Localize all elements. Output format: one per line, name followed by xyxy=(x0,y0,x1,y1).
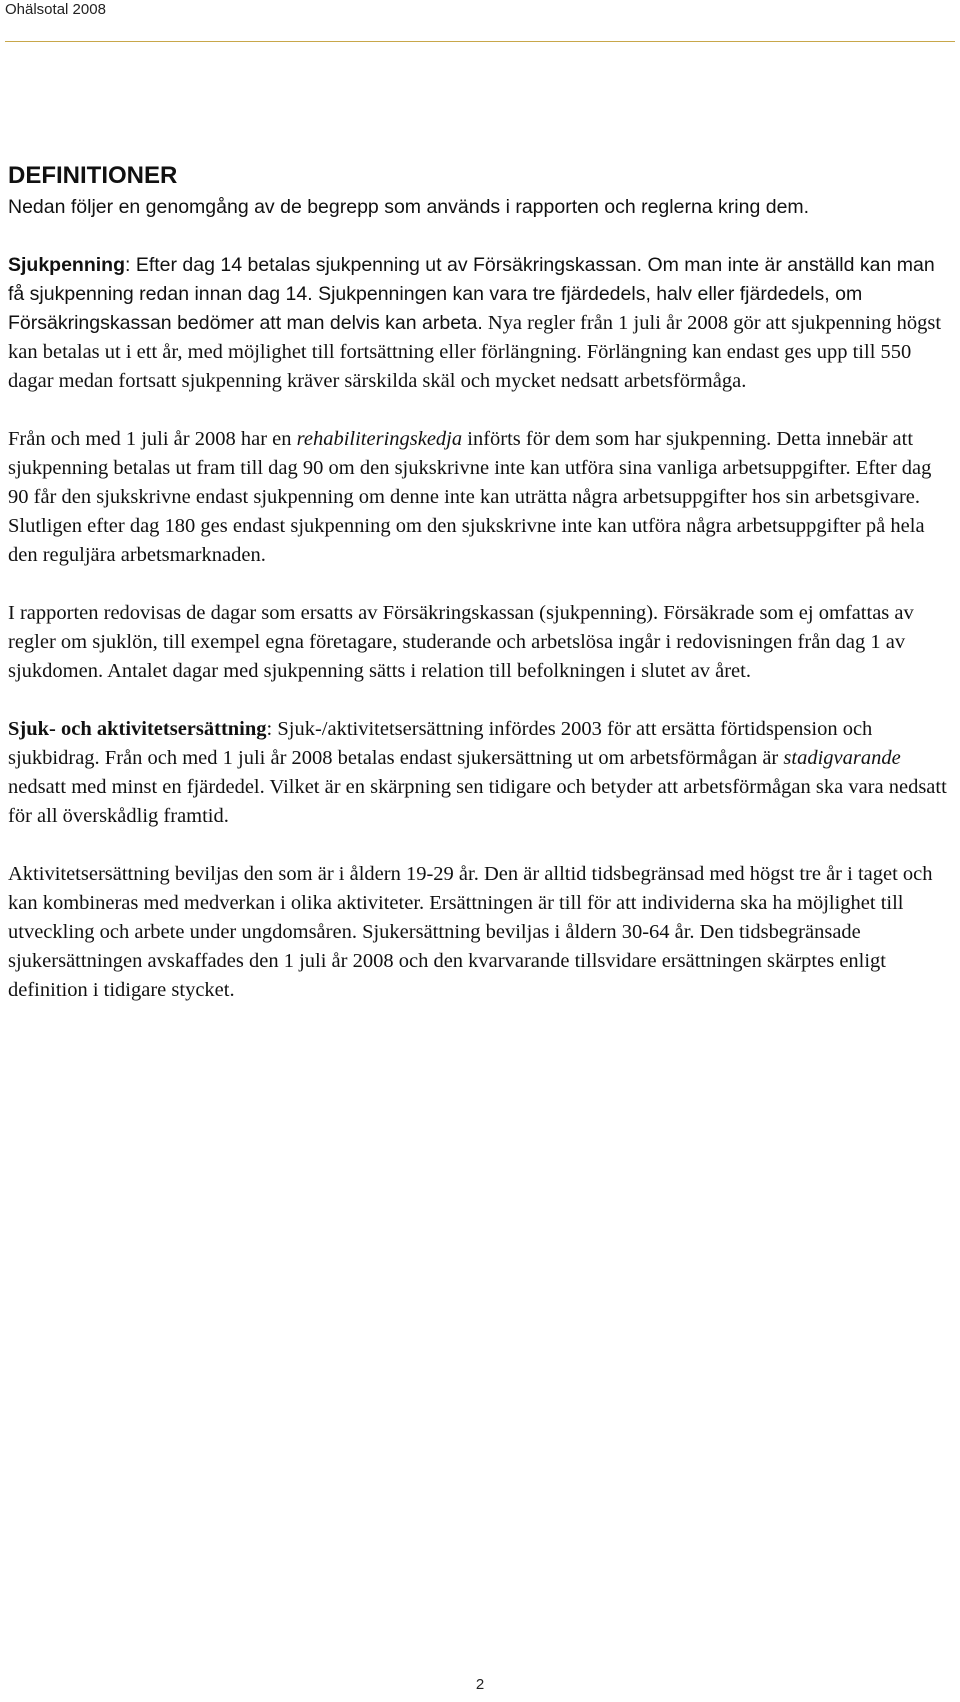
aktivitet-paragraph: Aktivitetsersättning beviljas den som är i åldern 19-29 år. Den är alltid tidsbegränsad med högst tre år i taget och kan kombineras med medverkan i olika aktiviteter. Ersättningen är till för att individerna ska ha möjlighet till utveckling och arbete under ungdomsåren. Sjukersättning beviljas i åldern 30-64 år. Den tidsbegränsade sjukersättningen avskaffades den 1 juli år 2008 och den kvarvarande tillsvidare ersättningen skärptes enligt definition i tidigare stycket. xyxy=(8,863,933,1001)
sjukpenning-term: Sjukpenning xyxy=(8,254,125,276)
rehab-text-after: införts för dem som har sjukpenning. Detta innebär att sjukpenning betalas ut fram till dag 90 om den sjukskrivne inte kan utföra sina vanliga arbetsuppgifter. Efter dag 90 får den sjukskrivne endast sjukpenning om denne inte kan uträtta några arbetsuppgifter hos sin arbetsgivare. Slutligen efter dag 180 ges endast sjukpenning om den sjukskrivne inte kan utföra några arbetsuppgifter på hela den reguljära arbetsmarknaden. xyxy=(8,428,932,566)
sjukersattning-paragraph xyxy=(8,715,953,831)
document-title: Ohälsotal 2008 xyxy=(5,1,106,18)
rapporten-paragraph: I rapporten redovisas de dagar som ersatts av Försäkringskassan (sjukpenning). Försäkrade som ej omfattas av regler om sjuklön, till exempel egna företagare, studerande och arbetslösa ingår i redovisningen från dag 1 av sjukdomen. Antalet dagar med sjukpenning sätts i relation till befolkningen i slutet av året. xyxy=(8,602,914,682)
header-divider xyxy=(5,41,955,42)
sjukersattning-text-after: nedsatt med minst en fjärdedel. Vilket är en skärpning sen tidigare och betyder att arbetsförmågan ska vara nedsatt för all överskådlig framtid. xyxy=(8,776,947,827)
intro-paragraph: Nedan följer en genomgång av de begrepp som används i rapporten och reglerna kring dem. xyxy=(8,196,810,218)
rehab-text-before: Från och med 1 juli år 2008 har en xyxy=(8,428,297,450)
sjukersattning-text-before: : Sjuk-/aktivitetsersättning infördes 2003 för att ersätta förtidspension och sjukbidrag. Från och med 1 juli år 2008 betalas endast sjukersättning ut om arbetsförmågan är xyxy=(8,718,873,769)
sjukpenning-text-serif: Nya regler från 1 juli år 2008 gör att sjukpenning högst kan betalas ut i ett år, med möjlighet till fortsättning eller förlängning. Förlängning kan endast ges upp till 550 dagar medan fortsatt sjukpenning kräver särskilda skäl och mycket nedsatt arbetsförmåga. xyxy=(8,312,942,392)
section-heading: DEFINITIONER xyxy=(8,162,178,189)
document-body xyxy=(8,150,953,1005)
page-number: 2 xyxy=(475,1676,485,1693)
sjukersattning-term: Sjuk- och aktivitetsersättning xyxy=(8,718,267,740)
page-header xyxy=(0,0,960,42)
sjukpenning-text-sans: : Efter dag 14 betalas sjukpenning ut av Försäkringskassan. Om man inte är anställd kan man få sjukpenning redan innan dag 14. Sjukpenningen kan vara tre fjärdedels, halv eller fjärdedels, om Försäkringskassan bedömer att man delvis kan arbeta. xyxy=(8,254,935,334)
rehab-paragraph xyxy=(8,425,953,570)
sjukersattning-emphasis: stadigvarande xyxy=(783,747,901,769)
sjukpenning-paragraph xyxy=(8,251,953,396)
rehab-emphasis: rehabiliteringskedja xyxy=(296,428,463,450)
